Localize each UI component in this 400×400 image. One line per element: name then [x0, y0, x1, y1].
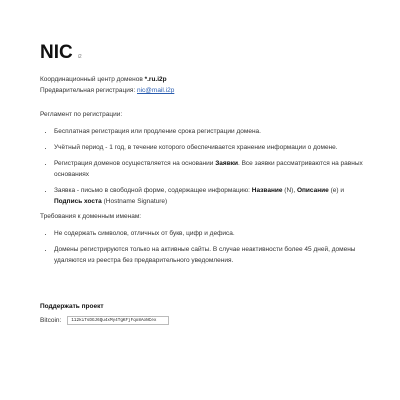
list-item: [54, 126, 370, 137]
rule-text: Заявка - письмо в свободной форме, содержащее информацию:: [54, 187, 250, 194]
list-item: [54, 185, 370, 207]
bitcoin-address-field[interactable]: [67, 316, 169, 325]
tld-name: *.ru.i2p: [144, 76, 167, 83]
intro-line-2-text: Предварительная регистрация:: [40, 87, 136, 94]
bitcoin-label: Bitcoin:: [40, 317, 62, 324]
site-title: NIC: [40, 42, 73, 63]
header: [40, 40, 370, 64]
list-item: [54, 158, 370, 180]
rule-text: (e) и: [330, 187, 344, 194]
donate-title: Поддержать проект: [40, 303, 104, 310]
rules-list: [40, 126, 370, 207]
rules-heading: Регламент по регистрации:: [40, 111, 123, 118]
list-item: [54, 142, 370, 153]
donate-section: [40, 302, 370, 325]
i2p-badge: i2: [77, 54, 82, 60]
rule-text: . Все заявки рассматриваются на равных основаниях: [54, 160, 363, 178]
intro-line-1: [40, 74, 370, 85]
list-item: [54, 228, 370, 239]
requirements-heading: Требования к доменным именам:: [40, 213, 142, 220]
list-item: [54, 244, 370, 266]
page-content: [40, 40, 370, 325]
rule-text: (N),: [284, 187, 296, 194]
requirement-text: Домены регистрируются только на активные сайты. В случае неактивности более 45 дней, домены удаляются из реестра без предварительного уведомления.: [54, 246, 356, 264]
rule-keyword: Заявки: [215, 160, 238, 167]
bitcoin-row: [40, 316, 370, 325]
email-link[interactable]: nic@mail.i2p: [137, 87, 175, 94]
rule-text: Регистрация доменов осуществляется на основании: [54, 160, 214, 167]
intro-line-1-text: Координационный центр доменов: [40, 76, 143, 83]
rule-text: (Hostname Signature): [103, 198, 168, 205]
intro-line-2: [40, 85, 370, 96]
requirement-text: Не содержать символов, отличных от букв, цифр и дефиса.: [54, 230, 235, 237]
rule-keyword: Подпись хоста: [54, 198, 102, 205]
rule-text: Бесплатная регистрация или продление срока регистрации домена.: [54, 128, 261, 135]
intro: [40, 74, 370, 96]
rule-keyword: Название: [251, 187, 283, 194]
rule-text: Учётный период - 1 год, в течение которого обеспечивается хранение информации о домене.: [54, 144, 338, 151]
requirements-list: [40, 228, 370, 266]
rule-keyword: Описание: [296, 187, 329, 194]
